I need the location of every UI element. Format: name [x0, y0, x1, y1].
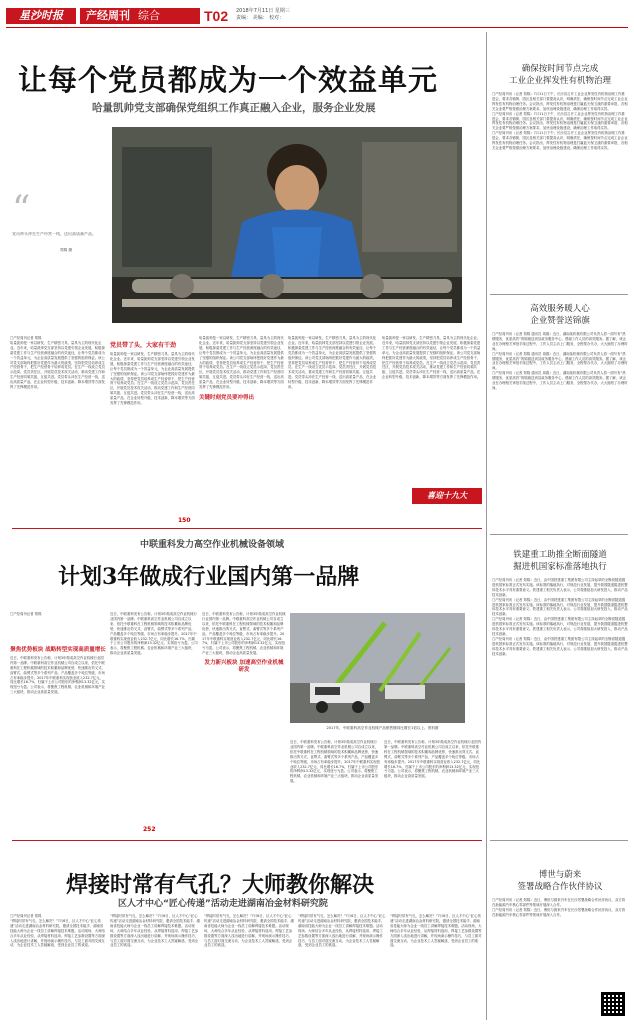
sidebar-item3-text: □产经周刊讯（记者 郑锦）近日，由中国铁建重工集团有限公司主持起草的全断面隧道掘进机国家标准正式发布实施。该标准的落地执行，对规范行业发展，提升我国隧道掘进机整体技术水平具有重要意义。铁建重工相关负责人表示，公司将继续加大研发投入，推动产品技术创新。: [492, 578, 628, 597]
article2-marker: 252: [143, 826, 156, 833]
sidebar-item1-text-2: □产经周刊讯（记者 郑锦）7月11日下午，长沙县召开工业企业挥发性有机物治理工作推进会，要求各镇街、园区及相关部门要提高认识，明确责任，确保按时间节点完成工业企业挥发性有机物治理任务。会议指出，挥发性有机物治理是打赢蓝天保卫战的重要举措，各相关企业要严格按照治理方案要求，加快治理设施建设，确保治理工作取得实效。: [492, 111, 628, 131]
sidebar-item1-text: □产经周刊讯（记者 郑锦）7月11日下午，长沙县召开工业企业挥发性有机物治理工作推进会，要求各镇街、园区及相关部门要提高认识，明确责任，确保按时间节点完成工业企业挥发性有机物治理任务。会议指出，挥发性有机物治理是打赢蓝天保卫战的重要举措，各相关企业要严格按照治理方案要求，加快治理设施建设，确保治理工作取得实效。: [492, 92, 628, 111]
article3-body-text: “焊接时常有气孔，怎么解决？”7月6日，区人才中心“匠心传递”活动走进湖南冶金材料研究院，邀请全国技术能手、湖南省技能大师为企业一线员工讲解焊接技术难题。活动现场，大师结合多年从业经验，从焊接材料选用、焊接工艺参数设置等方面深入浅出地进行讲解，并现场演示操作技巧，与员工面对面交流互动，为企业技术工人答疑解惑，受到企业员工的欢迎。: [10, 918, 105, 948]
sidebar-item4-body: [492, 898, 628, 990]
article2-body-col2: [110, 612, 198, 820]
party-banner: 喜迎十九大: [412, 488, 482, 504]
sidebar-item2-text-2: □产经周刊讯（记者 郑锦 通讯员 周娟）近日，湖南某机械有限公司负责人将一面写有“热情服务，优质高效”的锦旗送到县政务服务中心，感谢工作人员的高效服务。据了解，该企业在办理相关审批手续过程中，工作人员主动上门服务，全程帮办代办，大大缩短了办理时间。: [492, 351, 628, 371]
article2-section-head: 聚焦优势板块 战略转型实现高质量增长: [10, 646, 106, 653]
sidebar-item2-subtitle: 企业赞誉送锦旗: [530, 316, 590, 326]
sidebar-item3-title: 铁建重工助推全断面隧道: [513, 550, 607, 560]
article2-byline: □产经周刊记者 郑锦: [10, 612, 42, 616]
article2-body-col1: [10, 612, 106, 820]
article1-body-text-5: 哈量凯帅是一家以研发、生产精密刀具、量具为主的现代化企业。近年来，哈量凯帅党支部坚持以党建引领企业发展，积极探索党建工作与生产经营深度融合的有效途径，让每个党员都成为一个效益单元，为企业高质量发展提供了坚强的组织保证。该公司党支部始终把抓好党建作为最大的政绩，坚持把党员培养成生产经营骨干，把生产经营骨干培养成党员。在生产一线设立党员示范岗、党员责任区，开展党员技术攻关活动，推动党建工作和生产经营同频共振、互促共进。党员带头冲在生产经营一线，送出高质量产品，在企业转型升级、技术创新、降本增效等方面发挥了先锋模范作用。: [382, 336, 481, 380]
article3-subtitle: 区人才中心“匠心传递”活动走进湖南冶金材料研究院: [118, 899, 328, 909]
crane-illustration: [290, 613, 465, 723]
sidebar-divider-2: [490, 534, 628, 535]
article1-body-text-3: 哈量凯帅是一家以研发、生产精密刀具、量具为主的现代化企业。近年来，哈量凯帅党支部坚持以党建引领企业发展，积极探索党建工作与生产经营深度融合的有效途径，让每个党员都成为一个效益单元，为企业高质量发展提供了坚强的组织保证。该公司党支部始终把抓好党建作为最大的政绩，坚持把党员培养成生产经营骨干，把生产经营骨干培养成党员。在生产一线设立党员示范岗、党员责任区，开展党员技术攻关活动，推动党建工作和生产经营同频共振、互促共进。党员带头冲在生产经营一线，送出高质量产品，在企业转型升级、技术创新、降本增效等方面发挥了先锋模范作用。: [199, 336, 284, 390]
sidebar-item1-subtitle: 工业企业挥发性有机物治理: [508, 76, 611, 86]
article1-section-head: 党员带了头，大家有干劲: [110, 342, 177, 349]
masthead: [6, 6, 628, 28]
sidebar-item2-body: [492, 332, 628, 532]
sidebar-item4-title: 博世与蔚来: [538, 870, 582, 880]
article1-marker: 150: [178, 517, 191, 524]
article1-subtitle: 哈量凯帅党支部确保党组织工作真正融入企业，服务企业发展: [92, 102, 376, 114]
sidebar-item1-title: 确保按时间节点完成: [521, 64, 599, 74]
article1-body-col2: [110, 336, 195, 506]
article1-body-col1: [10, 336, 106, 506]
sidebar-item3-body: [492, 578, 628, 838]
sidebar-item4-text-2: □产经周刊讯（记者 郑锦）近日，博世与蔚来汽车在长沙签署战略合作伙伴协议，双方将在新能源汽车核心零部件等领域开展深入合作。: [492, 907, 626, 917]
photo-quote: 党员带头冲在生产经营一线，送出高质量产品。: [12, 232, 96, 236]
publication-info: [236, 8, 386, 22]
article1-body-text: 哈量凯帅是一家以研发、生产精密刀具、量具为主的现代化企业。近年来，哈量凯帅党支部坚持以党建引领企业发展，积极探索党建工作与生产经营深度融合的有效途径，让每个党员都成为一个效益单元，为企业高质量发展提供了坚强的组织保证。该公司党支部始终把抓好党建作为最大的政绩，坚持把党员培养成生产经营骨干，把生产经营骨干培养成党员。在生产一线设立党员示范岗、党员责任区，开展党员技术攻关活动，推动党建工作和生产经营同频共振、互促共进。党员带头冲在生产经营一线，送出高质量产品，在企业转型升级、技术创新、降本增效等方面发挥了先锋模范作用。: [10, 340, 105, 390]
crane-photo: [290, 613, 465, 723]
article1-body-text-2: 哈量凯帅是一家以研发、生产精密刀具、量具为主的现代化企业。近年来，哈量凯帅党支部坚持以党建引领企业发展，积极探索党建工作与生产经营深度融合的有效途径，让每个党员都成为一个效益单元，为企业高质量发展提供了坚强的组织保证。该公司党支部始终把抓好党建作为最大的政绩，坚持把党员培养成生产经营骨干，把生产经营骨干培养成党员。在生产一线设立党员示范岗、党员责任区，开展党员技术攻关活动，推动党建工作和生产经营同频共振、互促共进。党员带头冲在生产经营一线，送出高质量产品，在企业转型升级、技术创新、降本增效等方面发挥了先锋模范作用。: [110, 352, 195, 406]
article1-body-text-4: 哈量凯帅是一家以研发、生产精密刀具、量具为主的现代化企业。近年来，哈量凯帅党支部坚持以党建引领企业发展，积极探索党建工作与生产经营深度融合的有效途径，让每个党员都成为一个效益单元，为企业高质量发展提供了坚强的组织保证。该公司党支部始终把抓好党建作为最大的政绩，坚持把党员培养成生产经营骨干，把生产经营骨干培养成党员。在生产一线设立党员示范岗、党员责任区，开展党员技术攻关活动，推动党建工作和生产经营同频共振、互促共进。党员带头冲在生产经营一线，送出高质量产品，在企业转型升级、技术创新、降本增效等方面发挥了先锋模范作用。: [288, 336, 377, 390]
section-name: 产经周刊: [86, 9, 130, 22]
editor-credits: 责编： 美编： 校对：: [236, 15, 285, 21]
article3-body-col5: [390, 914, 482, 1020]
quote-mark-icon: “: [12, 189, 31, 230]
sidebar-divider: [490, 294, 628, 295]
page-number: T02: [204, 8, 229, 24]
article1-body-col3: [199, 336, 284, 506]
photo-credit: 郑锦 摄: [60, 248, 72, 252]
article1-section-head-2: 关键时刻党员要冲得出: [199, 394, 255, 401]
article1-body-col5: [382, 336, 482, 486]
article3-body-col4: [298, 914, 386, 1020]
sidebar-item1-body: [492, 92, 628, 292]
section-sub: 综合: [138, 9, 160, 22]
sidebar-item4-text: □产经周刊讯（记者 郑锦）近日，博世与蔚来汽车在长沙签署战略合作伙伴协议，双方将在新能源汽车核心零部件等领域开展深入合作。: [492, 898, 626, 907]
sidebar-item3-text-4: □产经周刊讯（记者 郑锦）近日，由中国铁建重工集团有限公司主持起草的全断面隧道掘进机国家标准正式发布实施。该标准的落地执行，对规范行业发展，提升我国隧道掘进机整体技术水平具有重要意义。铁建重工相关负责人表示，公司将继续加大研发投入，推动产品技术创新。: [492, 636, 628, 656]
qr-code-icon: [601, 992, 625, 1016]
sidebar-item1-text-3: □产经周刊讯（记者 郑锦）7月11日下午，长沙县召开工业企业挥发性有机物治理工作推进会，要求各镇街、园区及相关部门要提高认识，明确责任，确保按时间节点完成工业企业挥发性有机物治理任务。会议指出，挥发性有机物治理是打赢蓝天保卫战的重要举措，各相关企业要严格按照治理方案要求，加快治理设施建设，确保治理工作取得实效。: [492, 131, 628, 150]
article1-body-col4: [288, 336, 378, 506]
article2-body-text-5: 近日，中联重科发布公告称，计划3年做成高空作业机械行业国内第一品牌。中联重科高空作业机械公司自成立以来，依托中联重科在工程机械领域的技术积累和品牌优势，快速推出剪叉式、直臂式、曲臂式等多个系列产品，产品覆盖多个吨位等级，市场占有率稳步提升。2017年中联重科实现营业收入232.7亿元，同比增长16.7%，归属于上市公司股东的净利润13.32亿元，实现扭亏为盈。公司表示，将聚焦工程机械、农业机械和环境产业三大板块，推动企业高质量发展。: [384, 740, 482, 779]
article2-body-col5: [384, 740, 482, 825]
article1-byline: □产经周刊记者 郑锦: [10, 336, 42, 340]
article2-body-text-3: 近日，中联重科发布公告称，计划3年做成高空作业机械行业国内第一品牌。中联重科高空作业机械公司自成立以来，依托中联重科在工程机械领域的技术积累和品牌优势，快速推出剪叉式、直臂式、曲臂式等多个系列产品，产品覆盖多个吨位等级，市场占有率稳步提升。2017年中联重科实现营业收入232.7亿元，同比增长16.7%，归属于上市公司股东的净利润13.32亿元，实现扭亏为盈。公司表示，将聚焦工程机械、农业机械和环境产业三大板块，推动企业高质量发展。: [202, 612, 286, 656]
article2-body-text-2: 近日，中联重科发布公告称，计划3年做成高空作业机械行业国内第一品牌。中联重科高空作业机械公司自成立以来，依托中联重科在工程机械领域的技术积累和品牌优势，快速推出剪叉式、直臂式、曲臂式等多个系列产品，产品覆盖多个吨位等级，市场占有率稳步提升。2017年中联重科实现营业收入232.7亿元，同比增长16.7%，归属于上市公司股东的净利润13.32亿元，实现扭亏为盈。公司表示，将聚焦工程机械、农业机械和环境产业三大板块，推动企业高质量发展。: [110, 612, 198, 656]
crane-photo-caption: 2017年，中联重科高空作业机械产品销售额同比增长1倍以上。资料图: [326, 726, 439, 730]
article3-body-col1: [10, 914, 106, 1020]
article2-body-text: 近日，中联重科发布公告称，计划3年做成高空作业机械行业国内第一品牌。中联重科高空作业机械公司自成立以来，依托中联重科在工程机械领域的技术积累和品牌优势，快速推出剪叉式、直臂式、曲臂式等多个系列产品，产品覆盖多个吨位等级，市场占有率稳步提升。2017年中联重科实现营业收入232.7亿元，同比增长16.7%，归属于上市公司股东的净利润13.32亿元，实现扭亏为盈。公司表示，将聚焦工程机械、农业机械和环境产业三大板块，推动企业高质量发展。: [10, 655, 106, 695]
article2-body-col4: [290, 740, 380, 825]
sidebar-item2-title: 高效服务暖人心: [530, 304, 590, 314]
article3-body-text-3: “焊接时常有气孔，怎么解决？”7月6日，区人才中心“匠心传递”活动走进湖南冶金材料研究院，邀请全国技术能手、湖南省技能大师为企业一线员工讲解焊接技术难题。活动现场，大师结合多年从业经验，从焊接材料选用、焊接工艺参数设置等方面深入浅出地进行讲解，并现场演示操作技巧，与员工面对面交流互动，为企业技术工人答疑解惑，受到企业员工的欢迎。: [204, 914, 294, 948]
article3-body-col2: [110, 914, 200, 1020]
sidebar-item3-text-3: □产经周刊讯（记者 郑锦）近日，由中国铁建重工集团有限公司主持起草的全断面隧道掘进机国家标准正式发布实施。该标准的落地执行，对规范行业发展，提升我国隧道掘进机整体技术水平具有重要意义。铁建重工相关负责人表示，公司将继续加大研发投入，推动产品技术创新。: [492, 617, 628, 636]
sidebar-item2-text-3: □产经周刊讯（记者 郑锦 通讯员 周娟）近日，湖南某机械有限公司负责人将一面写有“热情服务，优质高效”的锦旗送到县政务服务中心，感谢工作人员的高效服务。据了解，该企业在办理相关审批手续过程中，工作人员主动上门服务，全程帮办代办，大大缩短了办理时间。: [492, 371, 628, 390]
article1-title: 让每个党员都成为一个效益单元: [18, 63, 439, 97]
article-divider: [12, 528, 482, 529]
article2-kicker: 中联重科发力高空作业机械设备领域: [140, 540, 285, 550]
article2-body-col3: [202, 612, 286, 820]
article3-body-text-5: “焊接时常有气孔，怎么解决？”7月6日，区人才中心“匠心传递”活动走进湖南冶金材料研究院，邀请全国技术能手、湖南省技能大师为企业一线员工讲解焊接技术难题。活动现场，大师结合多年从业经验，从焊接材料选用、焊接工艺参数设置等方面深入浅出地进行讲解，并现场演示操作技巧，与员工面对面交流互动，为企业技术工人答疑解惑，受到企业员工的欢迎。: [390, 914, 482, 948]
sidebar-divider-3: [490, 840, 628, 841]
sidebar-item2-text: □产经周刊讯（记者 郑锦 通讯员 周娟）近日，湖南某机械有限公司负责人将一面写有“热情服务，优质高效”的锦旗送到县政务服务中心，感谢工作人员的高效服务。据了解，该企业在办理相关审批手续过程中，工作人员主动上门服务，全程帮办代办，大大缩短了办理时间。: [492, 332, 628, 351]
section-tag: [80, 8, 200, 24]
article2-title: 计划3年做成行业国内第一品牌: [58, 564, 360, 590]
sidebar-item4-subtitle: 签署战略合作伙伴协议: [517, 882, 603, 892]
article3-title: 焊接时常有气孔？大师教你解决: [66, 872, 375, 898]
publication-date: 2018年7月11日 星期三: [236, 8, 290, 14]
worker-photo: [112, 127, 462, 323]
article3-byline: □产经周刊记者 郑锦: [10, 914, 42, 918]
article3-body-text-2: “焊接时常有气孔，怎么解决？”7月6日，区人才中心“匠心传递”活动走进湖南冶金材料研究院，邀请全国技术能手、湖南省技能大师为企业一线员工讲解焊接技术难题。活动现场，大师结合多年从业经验，从焊接材料选用、焊接工艺参数设置等方面深入浅出地进行讲解，并现场演示操作技巧，与员工面对面交流互动，为企业技术工人答疑解惑，受到企业员工的欢迎。: [110, 914, 200, 948]
article3-body-col3: [204, 914, 294, 1020]
article2-section-head-2: 发力新兴板块 加速高空作业机械研发: [204, 660, 284, 674]
column-divider: [486, 32, 487, 1020]
article2-body-text-4: 近日，中联重科发布公告称，计划3年做成高空作业机械行业国内第一品牌。中联重科高空作业机械公司自成立以来，依托中联重科在工程机械领域的技术积累和品牌优势，快速推出剪叉式、直臂式、曲臂式等多个系列产品，产品覆盖多个吨位等级，市场占有率稳步提升。2017年中联重科实现营业收入232.7亿元，同比增长16.7%，归属于上市公司股东的净利润13.32亿元，实现扭亏为盈。公司表示，将聚焦工程机械、农业机械和环境产业三大板块，推动企业高质量发展。: [290, 740, 380, 784]
article3-body-text-4: “焊接时常有气孔，怎么解决？”7月6日，区人才中心“匠心传递”活动走进湖南冶金材料研究院，邀请全国技术能手、湖南省技能大师为企业一线员工讲解焊接技术难题。活动现场，大师结合多年从业经验，从焊接材料选用、焊接工艺参数设置等方面深入浅出地进行讲解，并现场演示操作技巧，与员工面对面交流互动，为企业技术工人答疑解惑，受到企业员工的欢迎。: [298, 914, 386, 948]
sidebar-item3-text-2: □产经周刊讯（记者 郑锦）近日，由中国铁建重工集团有限公司主持起草的全断面隧道掘进机国家标准正式发布实施。该标准的落地执行，对规范行业发展，提升我国隧道掘进机整体技术水平具有重要意义。铁建重工相关负责人表示，公司将继续加大研发投入，推动产品技术创新。: [492, 597, 628, 617]
sidebar-item3-subtitle: 掘进机国家标准落地执行: [513, 562, 607, 572]
newspaper-logo: 星沙时报: [6, 8, 76, 24]
article-divider-2: [12, 840, 482, 841]
worker-illustration: [112, 127, 462, 323]
